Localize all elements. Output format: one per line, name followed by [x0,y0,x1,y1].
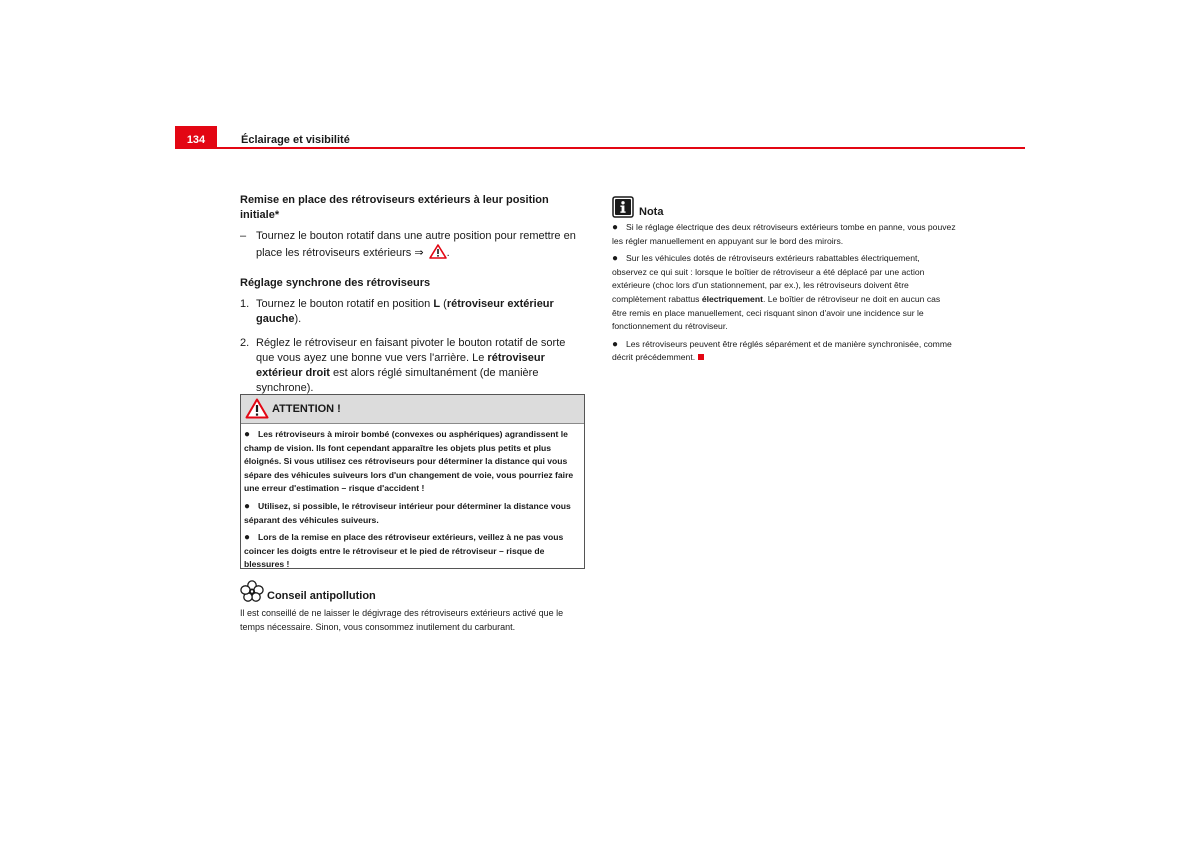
nota-item [612,252,957,334]
chapter-title: Éclairage et visibilité [241,134,350,146]
nota-item [612,221,957,248]
bullet: ● [612,222,619,233]
bullet: ● [244,532,251,544]
warning-triangle-icon[interactable] [429,244,447,264]
end-of-section-square [698,354,704,360]
nota-body [612,221,957,369]
warning-title: ATTENTION ! [272,403,341,415]
nota-title: Nota [639,206,664,218]
bullet: ● [244,429,251,440]
nota-item-text: Si le réglage électrique des deux rétroviseurs extérieurs tombe en panne, vous pouvez les régler manuellement en appuyant sur le bord des miroirs. [612,222,956,246]
reset-step [240,229,585,264]
warning-body [241,424,584,572]
sync-step-2-mirror: rétroviseur extérieur droit [256,352,545,379]
bullet: ● [244,500,251,512]
warning-item-text: Lors de la remise en place des rétroviseur extérieurs, veillez à ne pas vous coincer les doigts entre le rétroviseur et le pied de rétroviseur – risque de blessures ! [244,532,564,570]
warning-box [240,394,585,569]
warning-item [244,500,580,527]
sync-step-2 [240,336,585,396]
warning-triangle-icon [245,398,269,424]
warning-header [241,395,584,424]
warning-item-text: Les rétroviseurs à miroir bombé (convexes ou asphériques) agrandissent le champ de vision. Ils font cependant apparaître les objets plus petits et plus éloignés. Si vous utilisez ces rétroviseurs pour déterminer la distance qui vous sépare des véhicules suiveurs lors d'un changement de voie, vous pourriez faire une erreur d'estimation – risque d'accident ! [244,429,574,494]
header-divider [175,147,1025,149]
nota-item [612,338,957,365]
warning-item [244,428,580,496]
nota-item-text: Les rétroviseurs peuvent être réglés séparément et de manière synchronisée, comme décrit précédemment. [612,338,952,363]
eco-title: Conseil antipollution [267,590,376,602]
sync-step-1 [240,297,585,327]
warning-item [244,531,580,572]
step-number: 1. [240,298,250,310]
reset-heading: Remise en place des rétroviseurs extérieurs à leur position initiale* [240,194,549,221]
step-dash: – [240,230,247,242]
sync-step-1-mirror: rétroviseur extérieur gauche [256,298,554,325]
sync-step-1-text-c: ( [440,298,447,310]
sync-step-1-text-a: Tournez le bouton rotatif en position [256,298,434,310]
warning-item-text: Utilisez, si possible, le rétroviseur intérieur pour déterminer la distance vous séparant des véhicules suiveurs. [244,500,571,525]
sync-heading: Réglage synchrone des rétroviseurs [240,277,431,289]
sync-step-1-text-e: ). [294,313,302,325]
sync-step-2-text-a: Réglez le rétroviseur en faisant pivoter le bouton rotatif de sorte que vous ayez une bonne vue vers l'arrière. Le [256,337,566,364]
nota-item-text-c: . Le boîtier de rétroviseur ne doit en aucun cas être remis en place manuellement, ceci risquant sinon d'avoir une incidence sur le fonctionnement du rétroviseur. [612,293,941,332]
left-column [240,193,585,396]
reset-step-ref: ⇒ [414,247,424,259]
reset-step-end: . [446,247,450,259]
info-icon [612,196,634,223]
nota-item-bold: électriquement [701,293,763,304]
flower-icon [240,580,264,607]
sync-step-1-key: L [433,298,441,310]
sync-step-2-text-c: est alors réglé simultanément (de manière synchrone). [256,367,539,394]
bullet: ● [612,253,619,265]
step-number: 2. [240,337,250,349]
reset-step-text: Tournez le bouton rotatif dans une autre position pour remettre en place les rétroviseurs extérieurs [256,230,576,259]
page-number: 134 [175,126,217,148]
bullet: ● [612,338,619,350]
nota-item-text-a: Sur les véhicules dotés de rétroviseurs extérieurs rabattables électriquement, observez ce qui suit : lorsque le boîtier de rétroviseur a été déplacé par une action extérieure (choc lors d'un stationnement, par ex.), les rétroviseurs doivent être complètement rabattus [612,253,925,304]
eco-text: Il est conseillé de ne laisser le dégivrage des rétroviseurs extérieurs activé que le temps nécessaire. Sinon, vous consommez inutilement du carburant. [240,608,564,632]
